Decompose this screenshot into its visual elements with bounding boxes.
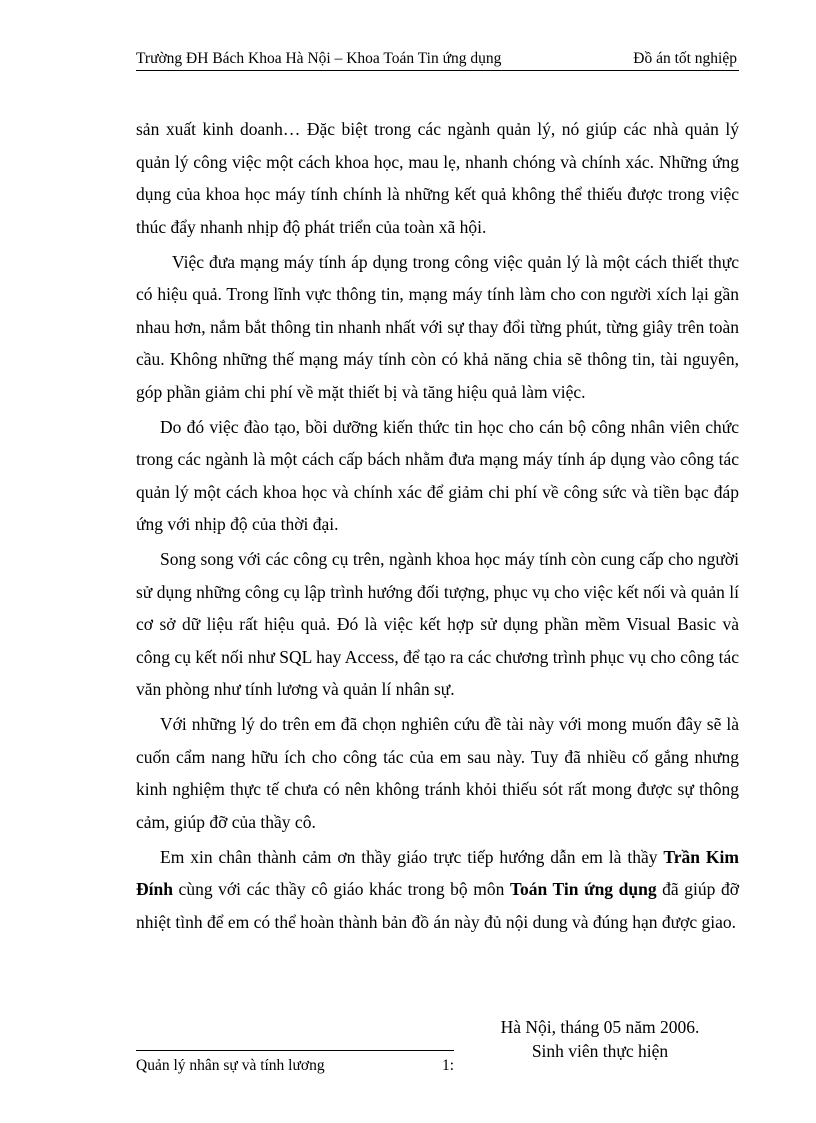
paragraph-6-text-a: Em xin chân thành cảm ơn thầy giáo trực tiếp hướng dẫn em là thầy bbox=[160, 846, 664, 867]
paragraph-5: Với những lý do trên em đã chọn nghiên cứu đề tài này với mong muốn đây sẽ là cuốn cẩm nang hữu ích cho công tác của em sau này. Tuy đã nhiều cố gắng nhưng kinh nghiệm thực tế chưa có nên không tránh khỏi thiếu sót rất mong được sự thông cảm, giúp đỡ của thầy cô. bbox=[136, 714, 739, 832]
paragraph-3: Do đó việc đào tạo, bồi dưỡng kiến thức tin học cho cán bộ công nhân viên chức trong các ngành là một cách cấp bách nhằm đưa mạng máy tính áp dụng vào công tác quản lý một cách khoa học và chính xác để giảm chi phí về công sức và tiền bạc đáp ứng với nhịp độ của thời đại. bbox=[136, 416, 739, 534]
paragraph-2: Việc đưa mạng máy tính áp dụng trong công việc quản lý là một cách thiết thực có hiệu quả. Trong lĩnh vực thông tin, mạng máy tính làm cho con người xích lại gần nhau hơn, nắm bắt thông tin nhanh nhất với sự thay đổi từng phút, từng giây trên toàn cầu. Không những thế mạng máy tính còn có khả năng chia sẽ thông tin, tài nguyên, góp phần giảm chi phí về mặt thiết bị và tăng hiệu quả làm việc. bbox=[136, 251, 739, 402]
page-header bbox=[136, 48, 739, 71]
paragraph-1: sản xuất kinh doanh… Đặc biệt trong các ngành quản lý, nó giúp các nhà quản lý quản lý công việc một cách khoa học, mau lẹ, nhanh chóng và chính xác. Những ứng dụng của khoa học máy tính chính là những kết quả không thể thiếu được trong việc thúc đẩy nhanh nhịp độ phát triển của toàn xã hội. bbox=[136, 119, 739, 237]
paragraph-6-text-b: cùng với các thầy cô giáo khác trong bộ môn bbox=[172, 879, 510, 899]
footer-divider bbox=[136, 1050, 454, 1051]
signature-role: Sinh viên thực hiện bbox=[531, 1041, 669, 1061]
header-doc-type: Đồ án tốt nghiệp bbox=[633, 50, 737, 67]
body-text bbox=[136, 113, 739, 941]
header-school: Trường ĐH Bách Khoa Hà Nội – Khoa Toán Tin ứng dụng bbox=[136, 50, 502, 67]
footer-title: Quản lý nhân sự và tính lương bbox=[136, 1057, 325, 1074]
paragraph-6-text-c: đã giúp đỡ nhiệt tình để em có thể hoàn thành bản đồ án này đủ nội dung và đúng hạn được giao. bbox=[136, 879, 739, 932]
signature-place-date: Hà Nội, tháng 05 năm 2006. bbox=[500, 1017, 700, 1037]
advisor-name: Trần Kim Đính bbox=[136, 846, 739, 899]
paragraph-6 bbox=[136, 841, 739, 939]
page-number: 1: bbox=[442, 1057, 455, 1074]
paragraph-4: Song song với các công cụ trên, ngành khoa học máy tính còn cung cấp cho người sử dụng những công cụ lập trình hướng đối tượng, phục vụ cho việc kết nối và quản lí cơ sở dữ liệu rất hiệu quả. Đó là việc kết hợp sử dụng phần mềm Visual Basic và công cụ kết nối như SQL hay Access, để tạo ra các chương trình phục vụ cho công tác văn phòng như tính lương và quản lí nhân sự. bbox=[136, 549, 739, 699]
signature-block bbox=[470, 1015, 730, 1063]
department-name: Toán Tin ứng dụng bbox=[509, 879, 657, 899]
